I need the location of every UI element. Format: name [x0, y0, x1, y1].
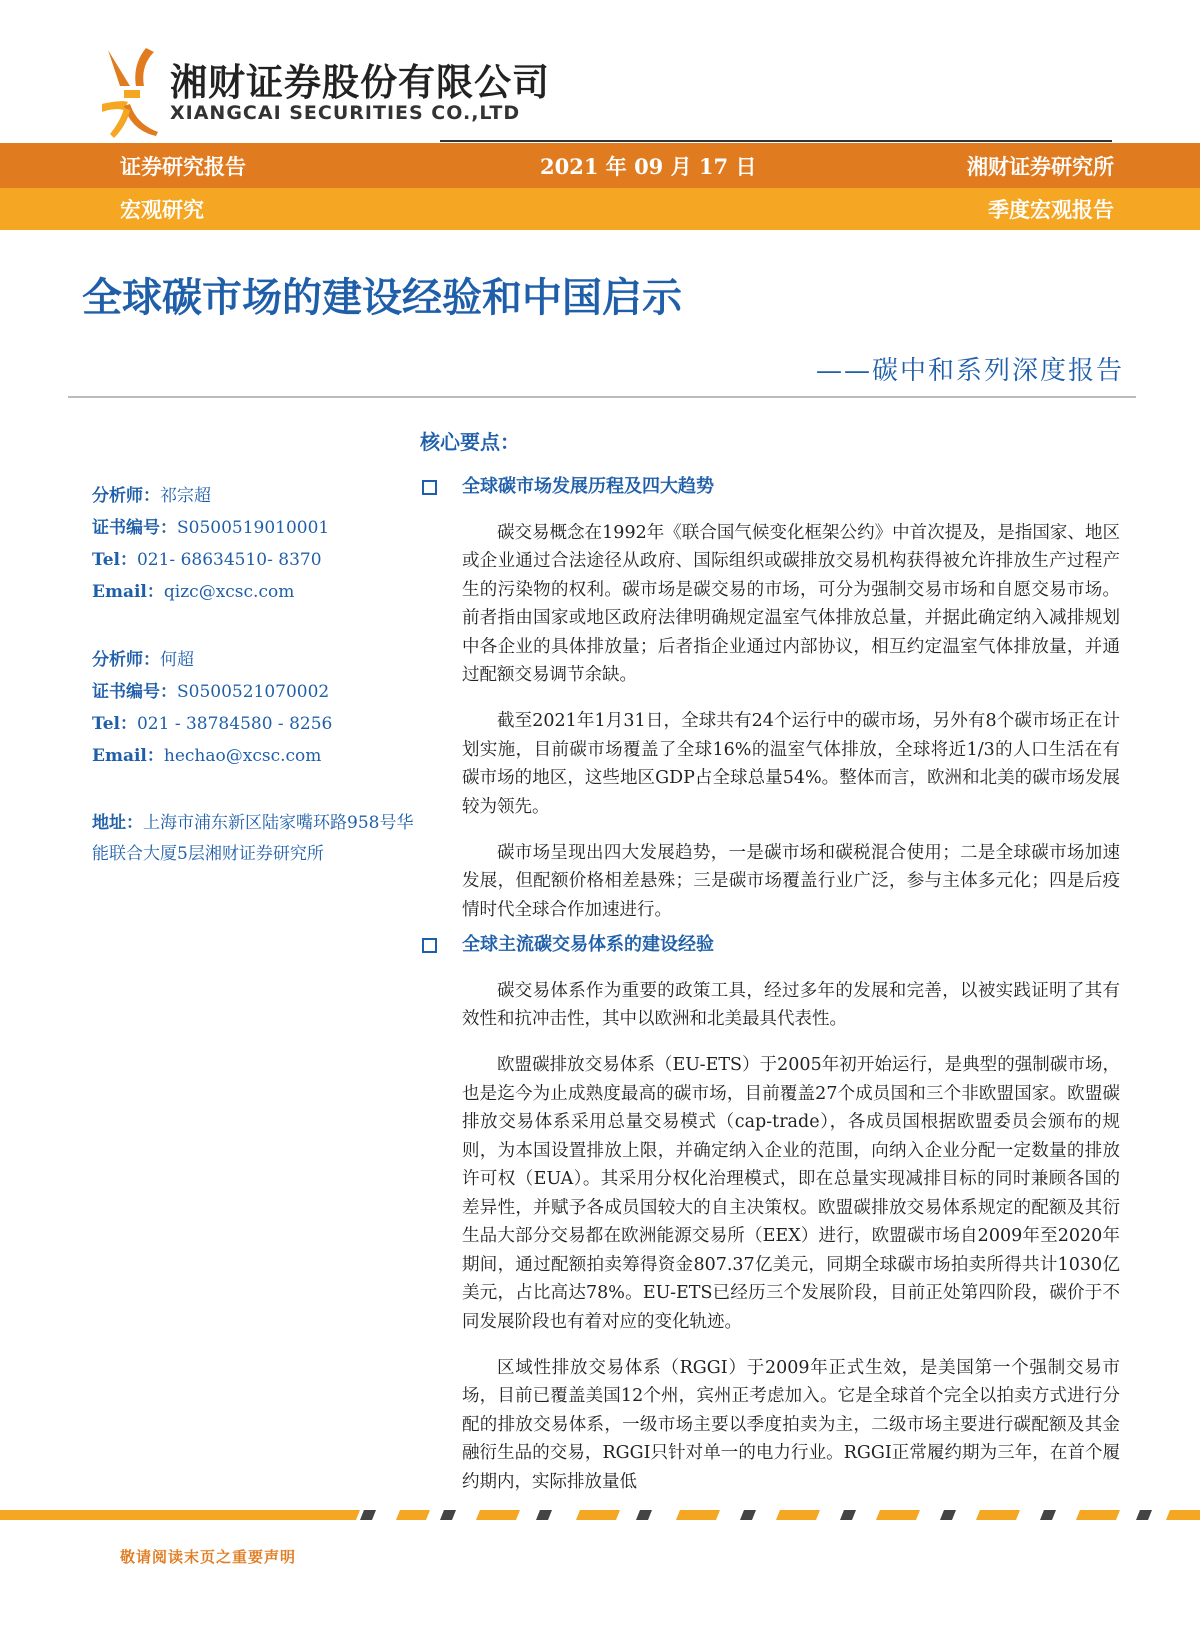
section-heading — [420, 473, 1120, 501]
checkbox-bullet-icon — [422, 480, 437, 495]
company-name-en: XIANGCAI SECURITIES CO.,LTD — [170, 102, 521, 124]
disclaimer-note: 敬请阅读末页之重要声明 — [120, 1548, 297, 1566]
analyst-label: 分析师： — [92, 486, 160, 506]
report-title: 全球碳市场的建设经验和中国启示 — [82, 275, 682, 321]
cert-number: S0500521070002 — [177, 682, 330, 702]
tel-label: Tel： — [92, 714, 137, 734]
tel-line — [92, 708, 422, 740]
section-heading-text: 全球碳市场发展历程及四大趋势 — [462, 476, 714, 497]
email-link[interactable]: qizc@xcsc.com — [163, 582, 295, 602]
report-kind: 季度宏观报告 — [988, 197, 1114, 222]
address — [92, 808, 422, 870]
analyst-name: 祁宗超 — [160, 486, 211, 506]
email-label: Email： — [92, 746, 164, 766]
email-line — [92, 576, 422, 608]
header-bar-primary — [0, 143, 1200, 188]
cert-number: S0500519010001 — [177, 518, 330, 538]
email-line — [92, 740, 422, 772]
report-date: 2021 年 09 月 17 日 — [540, 153, 757, 179]
address-text: 上海市浦东新区陆家嘴环路958号华能联合大厦5层湘财证券研究所 — [92, 813, 414, 864]
checkbox-bullet-icon — [422, 938, 437, 953]
section-heading — [420, 931, 1120, 959]
cert-line — [92, 512, 422, 544]
paragraph: 截至2021年1月31日，全球共有24个运行中的碳市场，另外有8个碳市场正在计划实施，目前碳市场覆盖了全球16%的温室气体排放，全球将近1/3的人口生活在有碳市场的地区，这些地区GDP占全球总量54%。整体而言，欧洲和北美的碳市场发展较为领先。 — [462, 711, 1120, 817]
institute-name: 湘财证券研究所 — [967, 153, 1114, 179]
core-points-label: 核心要点： — [420, 430, 520, 454]
tel-number: 021 - 38784580 - 8256 — [136, 714, 333, 734]
email-label: Email： — [92, 582, 164, 602]
paragraph: 碳市场呈现出四大发展趋势，一是碳市场和碳税混合使用；二是全球碳市场加速发展，但配额价格相差悬殊；三是碳市场覆盖行业广泛，参与主体多元化；四是后疫情时代全球合作加速进行。 — [462, 842, 1120, 920]
report-type: 证券研究报告 — [120, 153, 246, 179]
title-divider — [68, 396, 1136, 398]
analyst-name-line — [92, 644, 422, 676]
analyst-name-line — [92, 480, 422, 512]
header-divider — [440, 140, 1112, 142]
core-points — [420, 426, 1120, 1503]
paragraph: 区域性排放交易体系（RGGI）于2009年正式生效，是美国第一个强制交易市场，目前已覆盖美国12个州，宾州正考虑加入。它是全球首个完全以拍卖方式进行分配的排放交易体系，一级市场主要以季度拍卖为主，二级市场主要进行碳配额及其金融衍生品的交易，RGGI只针对单一的电力行业。RGGI正常履约期为三年，在首个履约期内，实际排放量低 — [462, 1357, 1120, 1492]
tel-line — [92, 544, 422, 576]
cert-line — [92, 676, 422, 708]
analyst-sidebar — [92, 480, 422, 870]
tel-label: Tel： — [92, 550, 137, 570]
email-link[interactable]: hechao@xcsc.com — [163, 746, 322, 766]
report-category: 宏观研究 — [120, 197, 204, 222]
address-label: 地址： — [92, 813, 143, 833]
header-bar-secondary — [0, 188, 1200, 230]
report-subtitle: ——碳中和系列深度报告 — [815, 356, 1124, 386]
analyst-name: 何超 — [160, 650, 194, 670]
analyst-card — [92, 644, 422, 772]
footer-stripes — [0, 1510, 1200, 1520]
section-heading-text: 全球主流碳交易体系的建设经验 — [462, 934, 714, 955]
tel-number: 021- 68634510- 8370 — [136, 550, 322, 570]
company-logo — [100, 46, 560, 146]
paragraph: 碳交易概念在1992年《联合国气候变化框架公约》中首次提及，是指国家、地区或企业通过合法途径从政府、国际组织或碳排放交易机构获得被允许排放生产过程产生的污染物的权利。碳市场是碳交易的市场，可分为强制交易市场和自愿交易市场。前者指由国家或地区政府法律明确规定温室气体排放总量，并据此确定纳入减排规划中各企业的具体排放量；后者指企业通过内部协议，相互约定温室气体排放量，并通过配额交易调节余缺。 — [462, 522, 1120, 685]
cert-label: 证书编号： — [92, 518, 177, 538]
analyst-label: 分析师： — [92, 650, 160, 670]
company-name-cn: 湘财证券股份有限公司 — [170, 61, 550, 104]
paragraph: 欧盟碳排放交易体系（EU-ETS）于2005年初开始运行，是典型的强制碳市场，也是迄今为止成熟度最高的碳市场，目前覆盖27个成员国和三个非欧盟国家。欧盟碳排放交易体系采用总量交易模式（cap-trade），各成员国根据欧盟委员会颁布的规则，为本国设置排放上限，并确定纳入企业的范围，向纳入企业分配一定数量的排放许可权（EUA）。其采用分权化治理模式，即在总量实现减排目标的同时兼顾各国的差异性，并赋予各成员国较大的自主决策权。欧盟碳排放交易体系规定的配额及其衍生品大部分交易都在欧洲能源交易所（EEX）进行，欧盟碳市场自2009年至2020年期间，通过配额拍卖筹得资金807.37亿美元，同期全球碳市场拍卖所得共计1030亿美元，占比高达78%。EU-ETS已经历三个发展阶段，目前正处第四阶段，碳价于不同发展阶段也有着对应的变化轨迹。 — [462, 1055, 1120, 1332]
xiangcai-logo-icon — [100, 46, 162, 138]
cert-label: 证书编号： — [92, 682, 177, 702]
paragraph: 碳交易体系作为重要的政策工具，经过多年的发展和完善，以被实践证明了其有效性和抗冲击性，其中以欧洲和北美最具代表性。 — [462, 980, 1120, 1029]
analyst-card — [92, 480, 422, 608]
